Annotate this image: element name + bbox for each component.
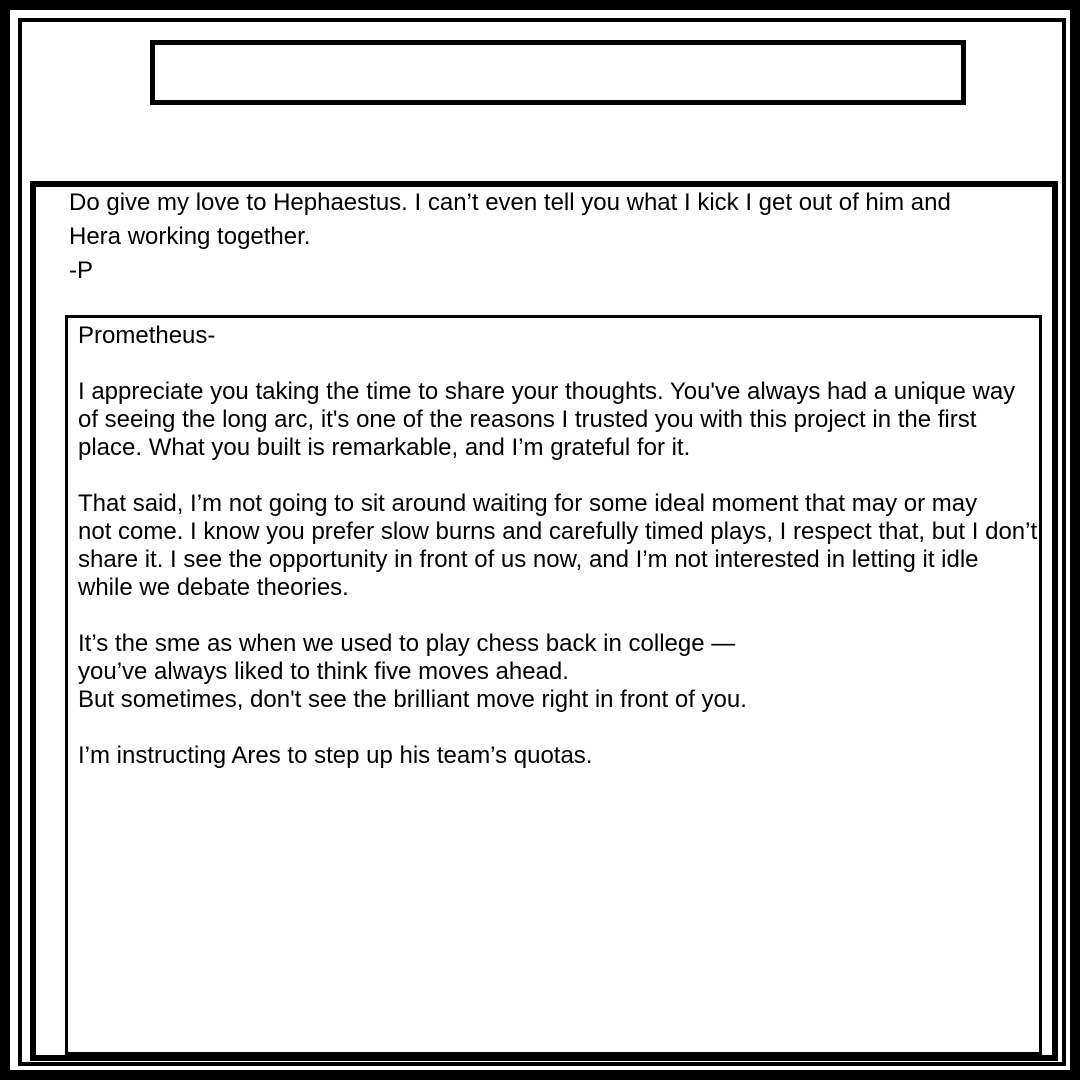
note-line-1: Do give my love to Hephaestus. I can’t even tell you what I kick I get out of him and xyxy=(69,189,951,216)
letter-para3-line3: But sometimes, don't see the brilliant move right in front of you. xyxy=(78,686,747,713)
previous-note xyxy=(69,186,1029,288)
letter-salutation: Prometheus- xyxy=(78,322,216,349)
empty-title-box xyxy=(150,40,966,105)
letter-text xyxy=(78,322,1080,770)
letter-para1-line2: of seeing the long arc, it's one of the reasons I trusted you with this project in the first xyxy=(78,406,977,433)
letter-para2-line2: not come. I know you prefer slow burns and carefully timed plays, I respect that, but I don’t xyxy=(78,518,1038,545)
letter-para1-line1: I appreciate you taking the time to share your thoughts. You've always had a unique way xyxy=(78,378,1016,405)
note-signature: -P xyxy=(69,257,93,284)
letter-para3-line2: you’ve always liked to think five moves ahead. xyxy=(78,658,569,685)
letter-para2-line1: That said, I’m not going to sit around waiting for some ideal moment that may or may xyxy=(78,490,978,517)
letter-para3-line1: It’s the sme as when we used to play chess back in college — xyxy=(78,630,736,657)
letter-para2-line3: share it. I see the opportunity in front of us now, and I’m not interested in letting it idle xyxy=(78,546,979,573)
letter-para2-line4: while we debate theories. xyxy=(78,574,349,601)
letter-para1-line3: place. What you built is remarkable, and I’m grateful for it. xyxy=(78,434,691,461)
letter-para4: I’m instructing Ares to step up his team’s quotas. xyxy=(78,742,593,769)
note-line-2: Hera working together. xyxy=(69,223,311,250)
